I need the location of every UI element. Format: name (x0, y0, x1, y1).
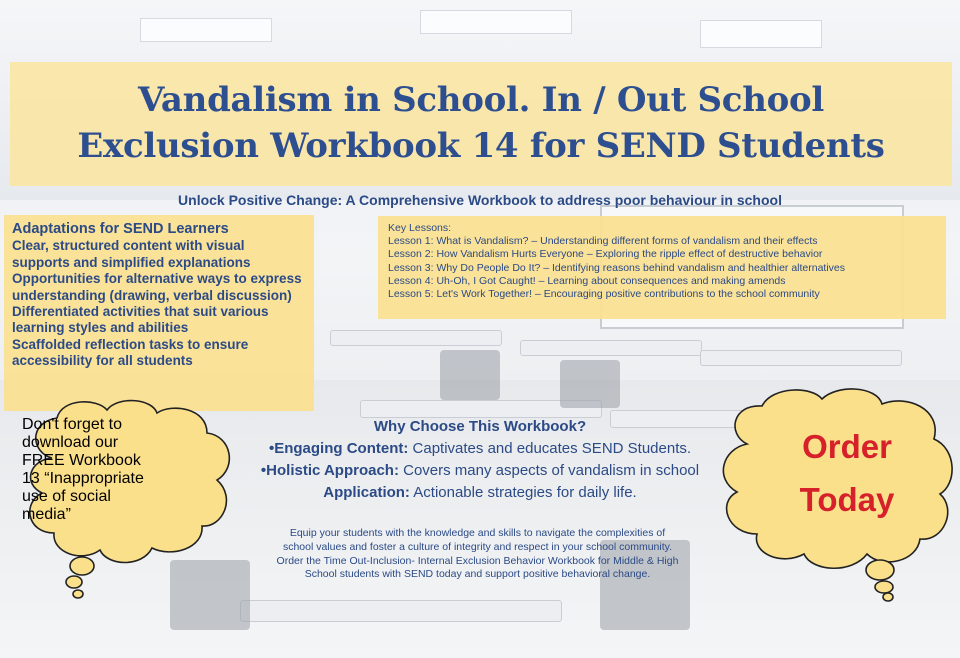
why-point-text: Captivates and educates SEND Students. (408, 440, 692, 457)
adaptations-heading: Adaptations for SEND Learners (12, 221, 229, 237)
why-choose-section (230, 418, 730, 504)
why-point-text: Actionable strategies for daily life. (409, 484, 637, 501)
lesson-item: Lesson 5: Let's Work Together! – Encouraging positive contributions to the school community (388, 288, 820, 301)
desk (700, 350, 902, 366)
why-point (230, 482, 730, 504)
why-point-label: Application: (323, 484, 410, 501)
cloud-line: download our (22, 434, 119, 451)
cloud-line: FREE Workbook (22, 452, 141, 469)
why-point-text: Covers many aspects of vandalism in school (398, 462, 700, 479)
adaptation-item: Opportunities for alternative ways to express understanding (drawing, verbal discussion) (12, 271, 302, 303)
desk (330, 330, 502, 346)
equip-line: Order the Time Out-Inclusion- Internal Exclusion Behavior Workbook for Middle & High (276, 554, 679, 567)
order-line: Order (802, 428, 892, 465)
why-heading: Why Choose This Workbook? (373, 418, 587, 435)
ceiling-light (140, 18, 272, 42)
free-workbook-text[interactable] (22, 416, 202, 524)
cloud-line: Don't forget to (22, 416, 122, 433)
cloud-line: 13 “Inappropriate (22, 470, 144, 487)
equip-line: school values and foster a culture of integrity and respect in your school community. (282, 540, 673, 553)
page-title (10, 77, 952, 169)
lesson-item: Lesson 3: Why Do People Do It? – Identifying reasons behind vandalism and healthier alternatives (388, 261, 846, 274)
key-lessons-panel (378, 216, 946, 319)
adaptation-item: Scaffolded reflection tasks to ensure accessibility for all students (12, 336, 249, 369)
equip-line: School students with SEND today and support positive behavioral change. (304, 568, 651, 581)
title-line-2: Exclusion Workbook 14 for SEND Students (77, 126, 885, 166)
lesson-item: Lesson 1: What is Vandalism? – Understanding different forms of vandalism and their effects (388, 235, 818, 248)
subtitle: Unlock Positive Change: A Comprehensive Workbook to address poor behaviour in school (178, 192, 782, 208)
adaptations-panel (4, 215, 314, 411)
ceiling-light (420, 10, 572, 34)
equip-line: Equip your students with the knowledge and skills to navigate the complexities of (289, 527, 666, 539)
why-point (230, 438, 730, 460)
title-line-1: Vandalism in School. In / Out School (137, 80, 825, 120)
why-point (230, 460, 730, 482)
lesson-item: Lesson 4: Uh-Oh, I Got Caught! – Learning about consequences and making amends (388, 274, 786, 287)
desk (520, 340, 702, 356)
lesson-item: Lesson 2: How Vandalism Hurts Everyone – Exploring the ripple effect of destructive behavior (388, 248, 823, 261)
cloud-line: use of social (22, 488, 111, 505)
order-line: Today (799, 481, 895, 518)
why-point-label: •Engaging Content: (268, 440, 409, 457)
desk (240, 600, 562, 622)
chair (560, 360, 620, 408)
cloud-line: media” (22, 506, 71, 523)
equip-paragraph (245, 527, 710, 582)
why-point-label: •Holistic Approach: (260, 462, 399, 479)
adaptation-item: Differentiated activities that suit various learning styles and abilities (12, 304, 269, 336)
ceiling-light (700, 20, 822, 48)
order-today-button[interactable] (742, 420, 952, 526)
adaptation-item: Clear, structured content with visual supports and simplified explanations (12, 238, 251, 270)
chair (440, 350, 500, 400)
key-lessons-heading: Key Lessons: (388, 222, 452, 234)
